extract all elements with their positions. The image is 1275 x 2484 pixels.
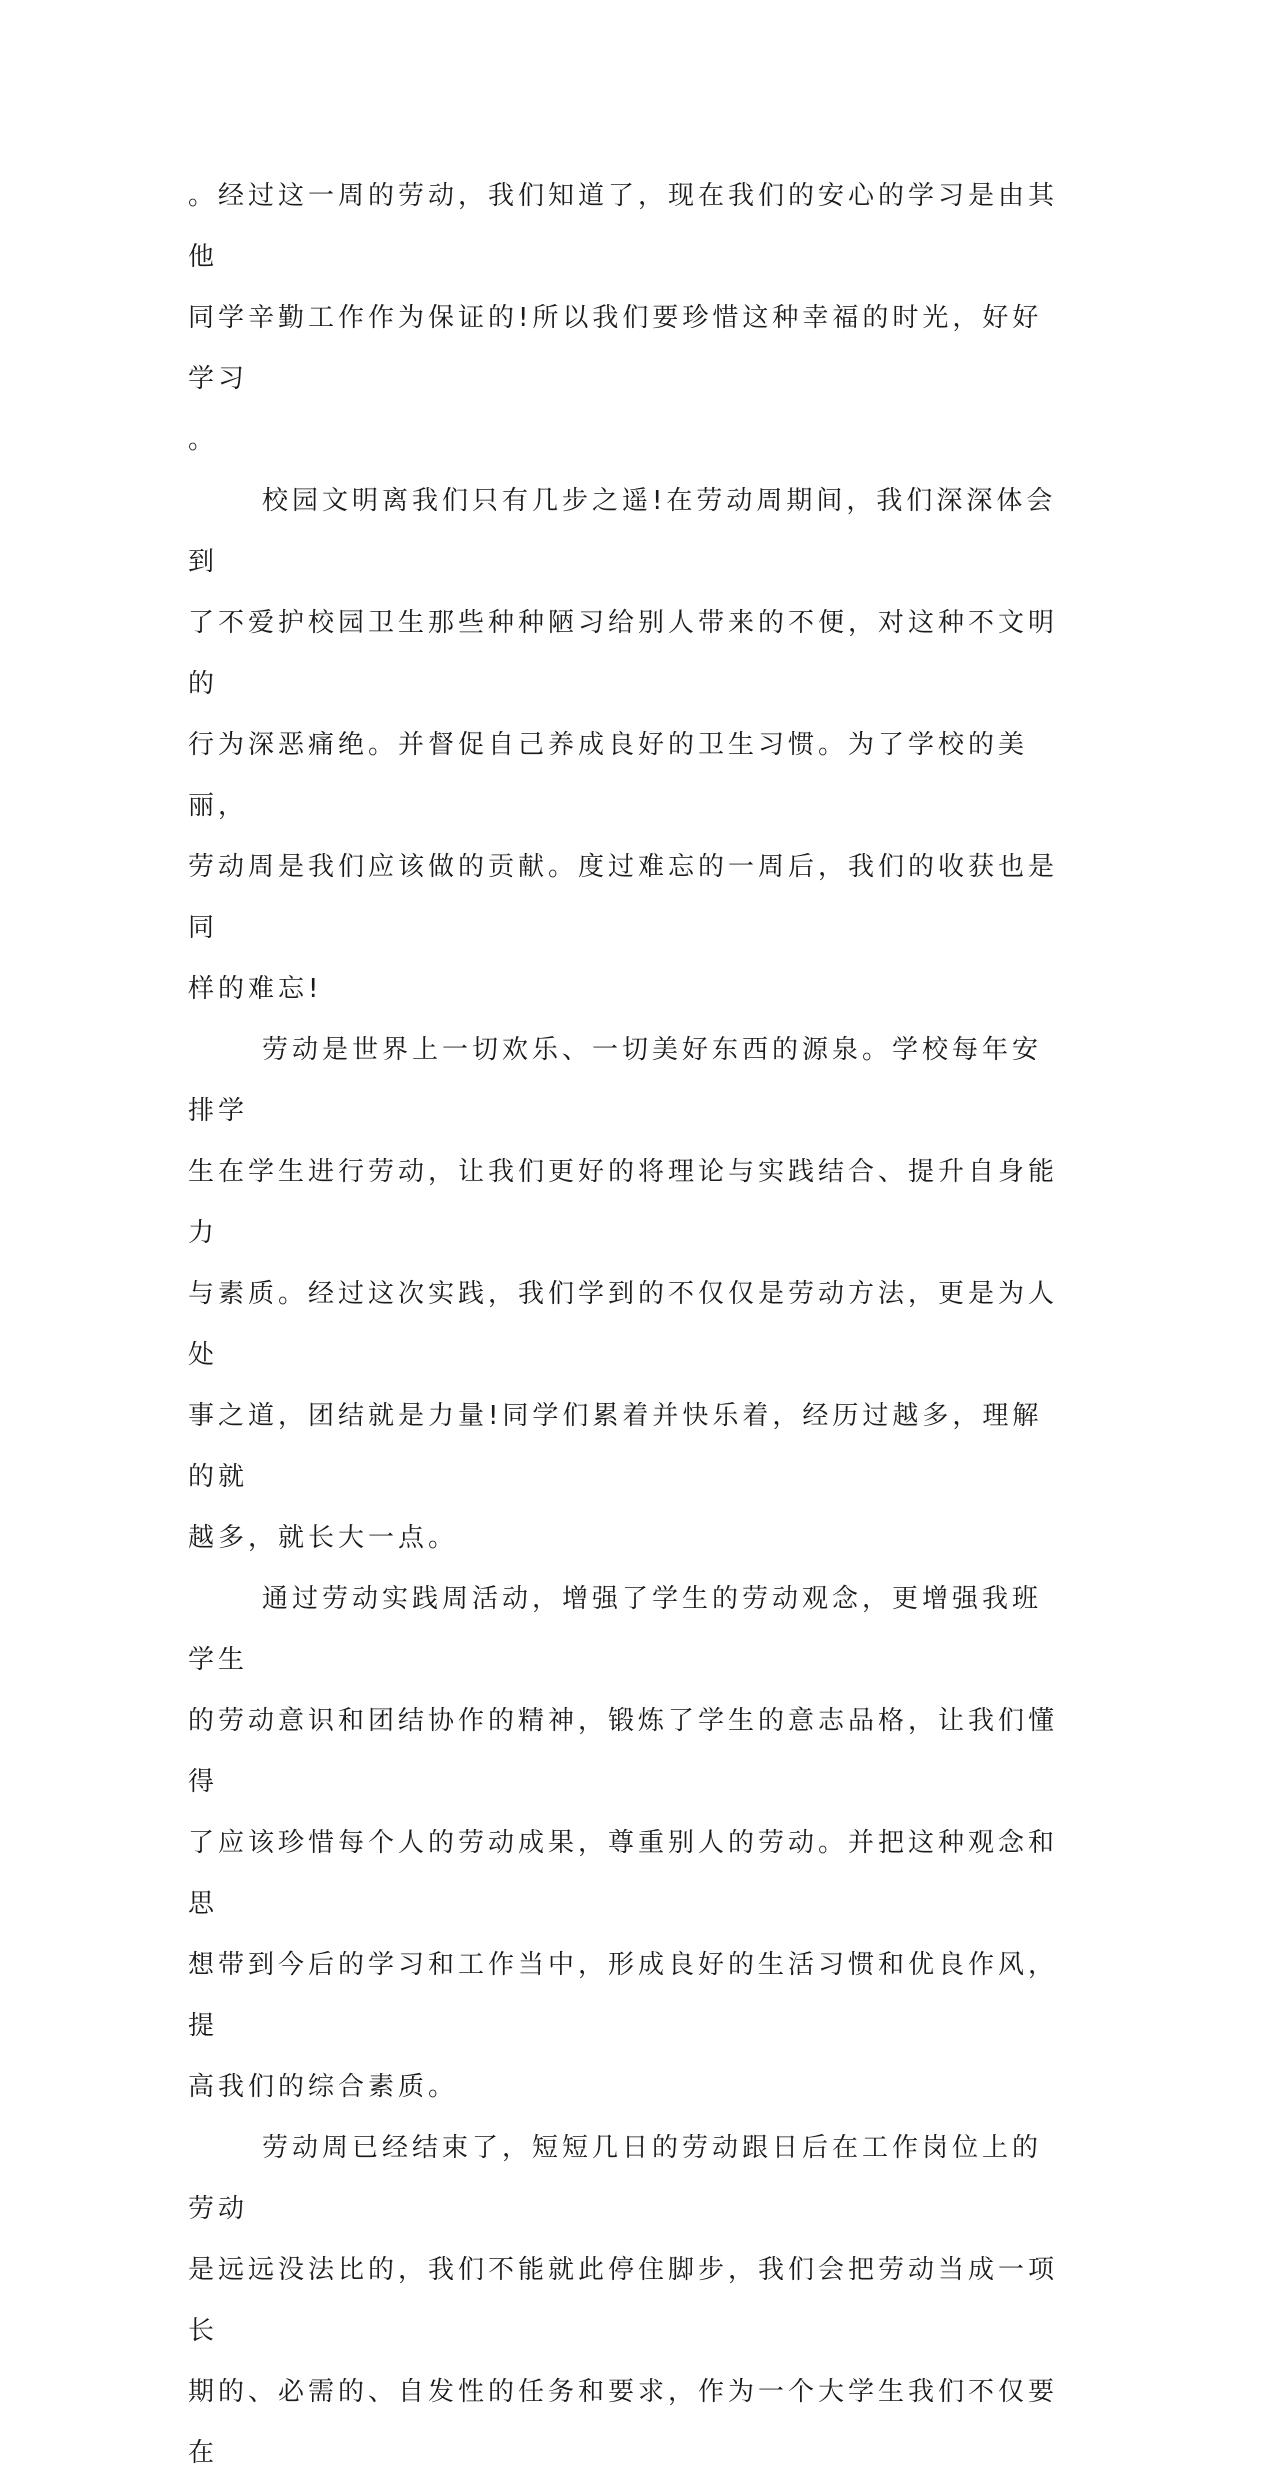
text-line: 。经过这一周的劳动，我们知道了，现在我们的安心的学习是由其他: [188, 181, 1059, 272]
text-line: 同学辛勤工作作为保证的!所以我们要珍惜这种幸福的时光，好好学习: [188, 303, 1043, 394]
text-line: 样的难忘!: [188, 974, 323, 1004]
paragraph-1: [188, 166, 1068, 471]
document-body: [188, 166, 1068, 2484]
text-line: 的劳动意识和团结协作的精神，锻炼了学生的意志品格，让我们懂得: [188, 1706, 1059, 1797]
paragraph-5: [188, 2118, 1068, 2484]
text-line: 。: [188, 425, 219, 455]
paragraph-4: [188, 1569, 1068, 2118]
text-line: 了不爱护校园卫生那些种种陋习给别人带来的不便，对这种不文明的: [188, 608, 1059, 699]
text-line: 通过劳动实践周活动，增强了学生的劳动观念，更增强我班学生: [188, 1584, 1043, 1675]
paragraph-3: [188, 1020, 1068, 1569]
text-line: 期的、必需的、自发性的任务和要求，作为一个大学生我们不仅要在: [188, 2377, 1059, 2468]
text-line: 事之道，团结就是力量!同学们累着并快乐着，经历过越多，理解的就: [188, 1401, 1043, 1492]
text-line: 想带到今后的学习和工作当中，形成良好的生活习惯和优良作风，提: [188, 1950, 1059, 2041]
text-line: 是远远没法比的，我们不能就此停住脚步，我们会把劳动当成一项长: [188, 2255, 1059, 2346]
text-line: 越多，就长大一点。: [188, 1523, 459, 1553]
text-line: 劳动周已经结束了，短短几日的劳动跟日后在工作岗位上的劳动: [188, 2133, 1043, 2224]
text-line: 行为深恶痛绝。并督促自己养成良好的卫生习惯。为了学校的美丽，: [188, 730, 1029, 821]
text-line: 生在学生进行劳动，让我们更好的将理论与实践结合、提升自身能力: [188, 1157, 1059, 1248]
text-line: 劳动周是我们应该做的贡献。度过难忘的一周后，我们的收获也是同: [188, 852, 1059, 943]
text-line: 与素质。经过这次实践，我们学到的不仅仅是劳动方法，更是为人处: [188, 1279, 1059, 1370]
paragraph-2: [188, 471, 1068, 1020]
text-line: 劳动是世界上一切欢乐、一切美好东西的源泉。学校每年安排学: [188, 1035, 1043, 1126]
text-line: 校园文明离我们只有几步之遥!在劳动周期间，我们深深体会到: [188, 486, 1057, 577]
text-line: 高我们的综合素质。: [188, 2072, 459, 2102]
text-line: 了应该珍惜每个人的劳动成果，尊重别人的劳动。并把这种观念和思: [188, 1828, 1059, 1919]
